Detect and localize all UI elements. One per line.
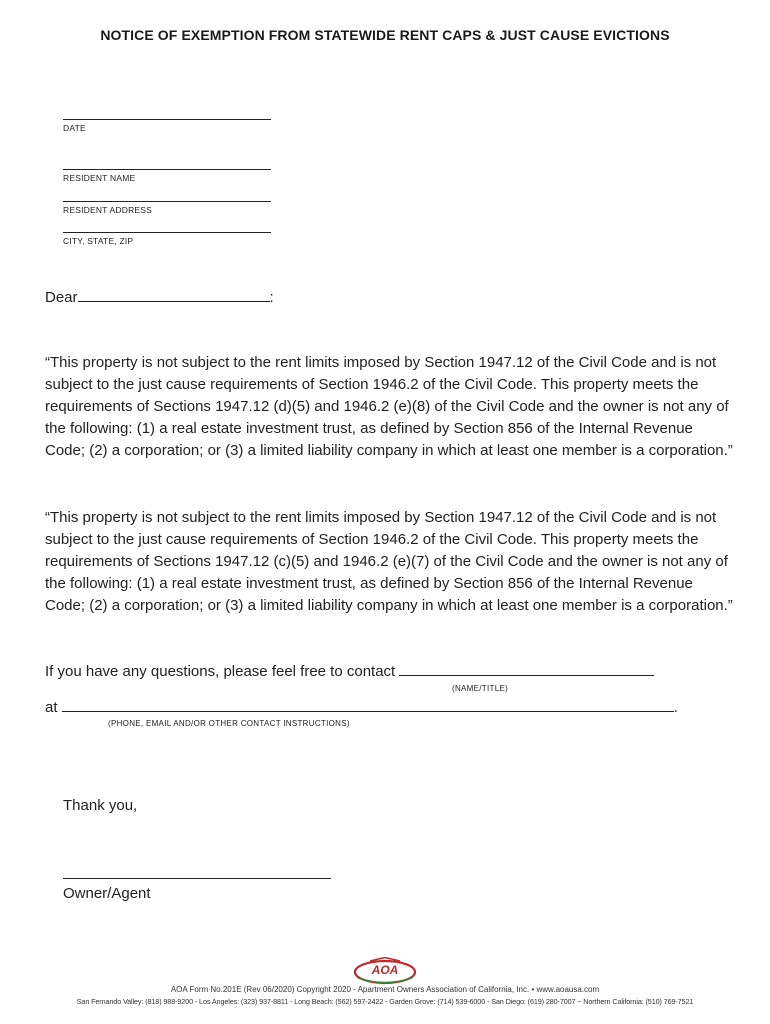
signature-label: Owner/Agent [63, 885, 151, 902]
contact-line [45, 661, 654, 683]
name-title-label: (NAME/TITLE) [452, 684, 509, 693]
contact-name-blank[interactable] [399, 661, 654, 676]
aoa-logo-text: AOA [371, 963, 399, 977]
salutation [45, 287, 274, 309]
exemption-paragraph-1: “This property is not subject to the rent limits imposed by Section 1947.12 of the Civil Code and is not subject to the just cause requirements of Section 1946.2 of the Civil Code. This property meets the requirements of Sections 1947.12 (d)(5) and 1946.2 (e)(8) of the Civil Code and the owner is not any of the following: (1) a real estate investment trust, as defined by Section 856 of the Internal Revenue Code; (2) a corporation; or (3) a limited liability company in which at least one member is a corporation.” [45, 354, 733, 459]
footer-copyright: AOA Form No.201E (Rev 06/2020) Copyright 2020 - Apartment Owners Association of California, Inc. • www.aoausa.com [170, 985, 600, 994]
contact-period: . [673, 699, 678, 716]
resident-name-label: RESIDENT NAME [63, 173, 136, 183]
city-state-zip-label: CITY, STATE, ZIP [63, 236, 134, 246]
salutation-blank[interactable] [78, 287, 270, 302]
contact-text: If you have any questions, please feel free to contact [45, 663, 396, 680]
date-label: DATE [63, 123, 86, 133]
contact-instructions-label: (PHONE, EMAIL AND/OR OTHER CONTACT INSTRUCTIONS) [108, 719, 350, 728]
footer-phone-numbers: San Fernando Valley: (818) 988-9200 - Los Angeles: (323) 937-8811 - Long Beach: (562) 597-2422 - Garden Grove: (714) 539-6000 - San Diego: (619) 280-7007 ~ Northern California: (510) 769-7521 [76, 997, 694, 1006]
city-state-zip-line[interactable] [63, 232, 271, 233]
document-title: NOTICE OF EXEMPTION FROM STATEWIDE RENT CAPS & JUST CAUSE EVICTIONS [100, 27, 670, 43]
at-label: at [45, 699, 58, 716]
salutation-suffix: : [269, 289, 274, 306]
salutation-prefix: Dear [45, 289, 78, 306]
contact-instructions-blank[interactable] [62, 697, 674, 712]
aoa-logo [352, 957, 418, 985]
exemption-paragraph-2: “This property is not subject to the rent limits imposed by Section 1947.12 of the Civil Code and is not subject to the just cause requirements of Section 1946.2 of the Civil Code. This property meets the requirements of Sections 1947.12 (c)(5) and 1946.2 (e)(7) of the Civil Code and the owner is not any of the following: (1) a real estate investment trust, as defined by Section 856 of the Internal Revenue Code; (2) a corporation; or (3) a limited liability company in which at least one member is a corporation.” [45, 509, 733, 614]
closing-text: Thank you, [63, 797, 138, 814]
signature-line[interactable] [63, 878, 331, 879]
date-line[interactable] [63, 119, 271, 120]
resident-name-line[interactable] [63, 169, 271, 170]
contact-at-line [45, 697, 678, 719]
resident-address-label: RESIDENT ADDRESS [63, 205, 153, 215]
resident-address-line[interactable] [63, 201, 271, 202]
